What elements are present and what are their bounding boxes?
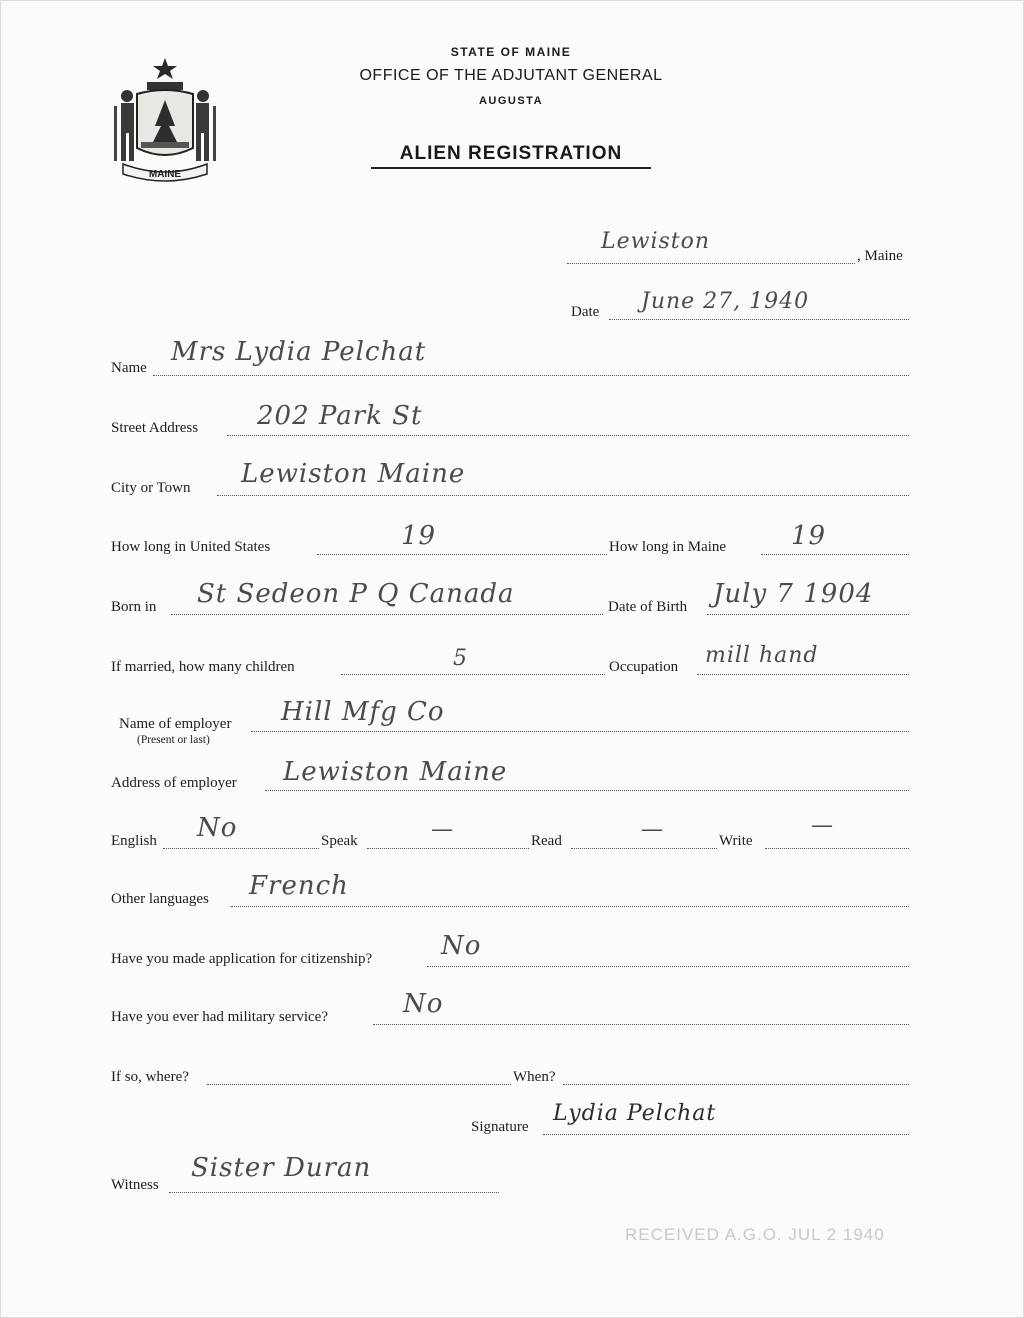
employer-address-value: Lewiston Maine [283, 757, 508, 787]
employer-value: Hill Mfg Co [281, 697, 445, 727]
place-value: Lewiston [601, 229, 711, 254]
signature-line [543, 1134, 909, 1135]
dob-value: July 7 1904 [713, 579, 874, 609]
street-line [227, 435, 909, 436]
dob-line [707, 614, 909, 615]
when-line [563, 1084, 909, 1085]
read-label: Read [531, 833, 562, 849]
date-label: Date [571, 304, 600, 320]
place-suffix-label: , Maine [857, 248, 903, 264]
other-languages-label: Other languages [111, 891, 209, 907]
citizenship-value: No [441, 931, 482, 961]
how-long-maine-label: How long in Maine [609, 539, 727, 555]
signature-label: Signature [471, 1119, 529, 1135]
other-languages-value: French [249, 871, 349, 901]
dob-label: Date of Birth [608, 599, 688, 615]
military-value: No [403, 989, 444, 1019]
employer-sublabel: (Present or last) [137, 734, 210, 746]
title-underline [371, 167, 651, 169]
when-label: When? [513, 1069, 556, 1085]
form-title: ALIEN REGISTRATION [399, 143, 623, 164]
city-line [217, 495, 909, 496]
signature-value: Lydia Pelchat [553, 1101, 717, 1126]
speak-label: Speak [321, 833, 358, 849]
street-value: 202 Park St [257, 401, 423, 431]
city-value: Lewiston Maine [241, 459, 466, 489]
where-label: If so, where? [111, 1069, 189, 1085]
received-stamp: RECEIVED A.G.O. JUL 2 1940 [625, 1225, 885, 1244]
how-long-maine-line [761, 554, 909, 555]
employer-address-label: Address of employer [111, 775, 237, 791]
english-label: English [111, 833, 157, 849]
read-line [571, 848, 717, 849]
name-label: Name [111, 360, 147, 376]
how-long-maine-value: 19 [791, 521, 827, 551]
military-line [373, 1024, 909, 1025]
header-office: OFFICE OF THE ADJUTANT GENERAL [359, 67, 663, 84]
other-languages-line [231, 906, 909, 907]
english-value: No [197, 813, 238, 843]
how-long-us-value: 19 [401, 521, 437, 551]
children-value: 5 [453, 646, 468, 671]
date-line [609, 319, 909, 320]
read-value: — [641, 817, 664, 842]
write-value: — [811, 813, 834, 838]
speak-value: — [431, 817, 454, 842]
witness-line [169, 1192, 499, 1193]
header-state: STATE OF MAINE [450, 45, 572, 59]
how-long-us-line [317, 554, 607, 555]
header-city: AUGUSTA [478, 95, 544, 107]
children-label: If married, how many children [111, 659, 295, 675]
citizenship-label: Have you made application for citizenship? [111, 951, 373, 967]
born-in-line [171, 614, 603, 615]
place-line [567, 263, 855, 264]
where-line [207, 1084, 511, 1085]
born-in-label: Born in [111, 599, 157, 615]
born-in-value: St Sedeon P Q Canada [197, 579, 515, 609]
witness-value: Sister Duran [191, 1153, 372, 1183]
military-label: Have you ever had military service? [111, 1009, 328, 1025]
occupation-label: Occupation [609, 659, 679, 675]
occupation-line [697, 674, 909, 675]
maine-state-seal [109, 56, 221, 186]
english-line [163, 848, 319, 849]
how-long-us-label: How long in United States [111, 539, 271, 555]
seal-banner-text: MAINE [148, 169, 182, 180]
employer-address-line [265, 790, 909, 791]
write-label: Write [719, 833, 753, 849]
write-line [765, 848, 909, 849]
witness-label: Witness [111, 1177, 159, 1193]
citizenship-line [427, 966, 909, 967]
street-label: Street Address [111, 420, 199, 436]
name-line [153, 375, 909, 376]
employer-label: Name of employer [119, 716, 232, 732]
name-value: Mrs Lydia Pelchat [171, 337, 427, 367]
occupation-value: mill hand [705, 643, 819, 668]
city-label: City or Town [111, 480, 191, 496]
speak-line [367, 848, 529, 849]
date-value: June 27, 1940 [641, 289, 810, 314]
employer-line [251, 731, 909, 732]
children-line [341, 674, 605, 675]
